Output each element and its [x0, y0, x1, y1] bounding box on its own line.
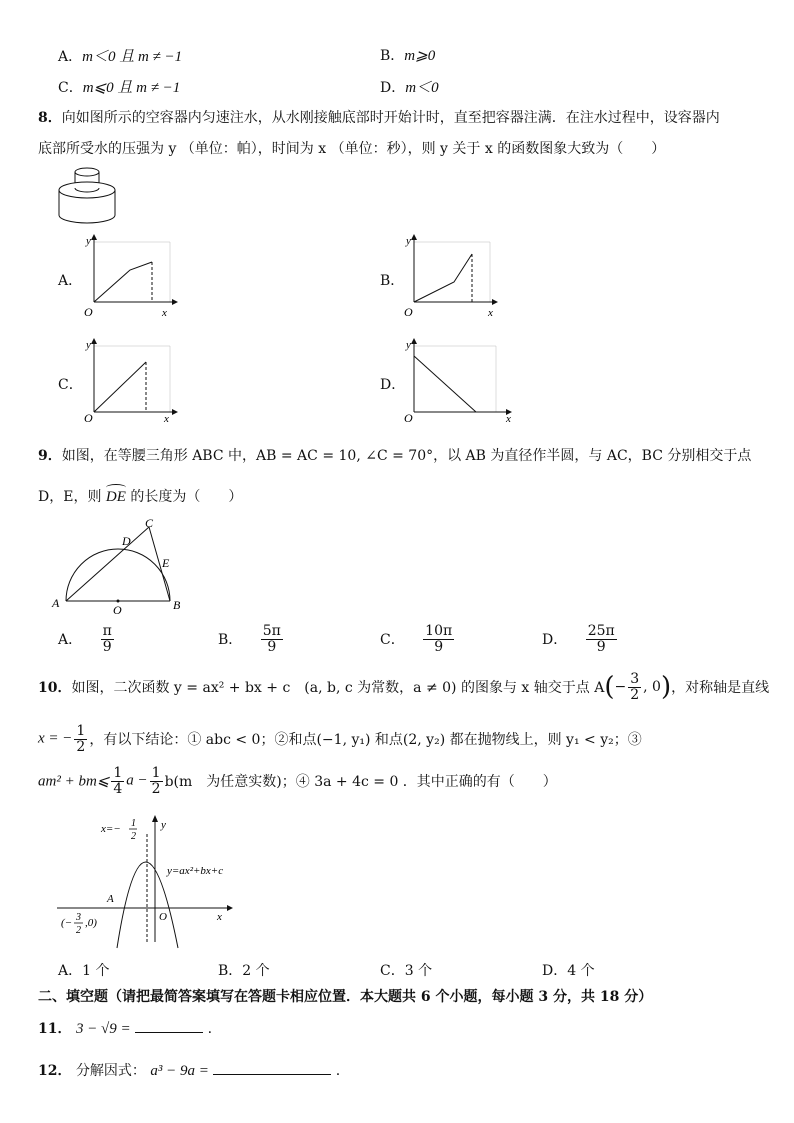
y-axis-label: y — [86, 339, 91, 351]
q8-graph-a — [80, 232, 180, 320]
q7-option-a: A．m＜0 且 m ≠ −1 — [58, 49, 183, 65]
point-a-coord-num: 3 — [76, 912, 81, 923]
q8-option-c: C． — [58, 377, 83, 393]
q10-option-c: C．3 个 — [380, 963, 433, 979]
q8-option-a: A． — [58, 273, 83, 289]
axis-of-symmetry-label: x=− — [101, 823, 121, 835]
x-axis-label: x — [162, 307, 167, 319]
q10-option-a: A．1 个 — [58, 963, 110, 979]
point-a-label: A — [52, 596, 60, 610]
point-a-coord-den: 2 — [76, 925, 81, 936]
point-o-label: O — [113, 603, 122, 615]
q10-question-line1: 10．如图，二次函数 y = ax² + bx + c (a, b, c 为常数，a ≠ 0) 的图象与 x 轴交于点 A(− $\frac{3}{2}$ , 0)，对称轴是直线 — [38, 671, 770, 703]
y-axis-label: y — [406, 235, 411, 247]
y-axis-label: y — [406, 339, 411, 351]
x-axis-label: x — [217, 911, 222, 923]
q7-option-d: D．m＜0 — [380, 80, 439, 96]
x-axis-label: x — [506, 413, 511, 424]
point-c-label: C — [145, 516, 154, 530]
half-num: 1 — [131, 818, 136, 829]
half-den: 2 — [131, 831, 136, 842]
y-axis-label: y — [161, 819, 166, 831]
q12-question: 12． 分解因式： a³ − 9a = . — [38, 1060, 340, 1080]
x-axis-label: x — [164, 413, 169, 424]
container-illustration — [55, 160, 120, 230]
origin-label: O — [84, 305, 93, 319]
q10-question-line2: x = − $\frac{1}{2}$ ，有以下结论：① abc < 0；②和点(−1, y₁) 和点(2, y₂) 都在抛物线上，则 y₁ < y₂；③ — [38, 723, 642, 755]
q9-question-line2: D，E，则 DE 的长度为（ ） — [38, 486, 242, 506]
y-axis-label: y — [86, 235, 91, 247]
q9-option-d: D． $\frac{25\pi}{9}$ — [542, 623, 615, 655]
origin-label: O — [404, 305, 413, 319]
q8-question-line1: 8．向如图所示的空容器内匀速注水，从水刚接触底部时开始计时，直至把容器注满．在注水过程中，设容器内 — [38, 110, 720, 126]
q10-parabola-figure — [55, 812, 255, 952]
point-e-label: E — [162, 556, 170, 570]
q9-semicircle-figure — [50, 515, 190, 615]
section-heading-fill-in: 二、填空题（请把最简答案填写在答题卡相应位置．本大题共 6 个小题，每小题 3 分，共 18 分） — [38, 989, 653, 1005]
q8-option-d: D． — [380, 377, 406, 393]
q10-option-b: B．2 个 — [218, 963, 270, 979]
point-a-coord-pre: (− — [61, 917, 73, 929]
q7-option-c: C．m⩽0 且 m ≠ −1 — [58, 80, 181, 96]
origin-label: O — [159, 911, 167, 923]
q8-graph-c — [80, 336, 180, 424]
q10-question-line3: am² + bm⩽ $\frac{1}{4}$ a − $\frac{1}{2}$ b(m 为任意实数)；④ 3a + 4c = 0 ．其中正确的有（ ） — [38, 765, 557, 797]
equation-label: y=ax²+bx+c — [167, 865, 224, 877]
q8-option-b: B． — [380, 273, 405, 289]
q7-option-b: B．m⩾0 — [380, 48, 436, 64]
q9-question-line1: 9．如图，在等腰三角形 ABC 中，AB = AC = 10, ∠C = 70°，以 AB 为直径作半圆，与 AC，BC 分别相交于点 — [38, 448, 752, 464]
point-b-label: B — [173, 598, 181, 612]
q11-answer-blank — [135, 1018, 203, 1033]
q10-option-d: D．4 个 — [542, 963, 595, 979]
q9-option-c: C． $\frac{10\pi}{9}$ — [380, 623, 453, 655]
origin-label: O — [84, 411, 93, 424]
point-a-coord-post: ,0) — [85, 917, 97, 929]
q9-option-b: B． $\frac{5\pi}{9}$ — [218, 623, 281, 655]
q9-option-a: A． $\frac{\pi}{9}$ — [58, 623, 112, 655]
q11-question: 11． 3 − √9 = . — [38, 1018, 212, 1038]
q8-question-line2: 底部所受水的压强为 y （单位：帕），时间为 x （单位：秒），则 y 关于 x 的函数图象大致为（ ） — [38, 141, 666, 157]
origin-label: O — [404, 411, 413, 424]
arc-de-symbol: DE — [106, 489, 126, 506]
q8-graph-d — [400, 336, 520, 424]
x-axis-label: x — [488, 307, 493, 319]
point-d-label: D — [122, 534, 131, 548]
q12-answer-blank — [213, 1060, 331, 1075]
q8-graph-b — [400, 232, 500, 320]
point-a-label: A — [107, 893, 114, 905]
